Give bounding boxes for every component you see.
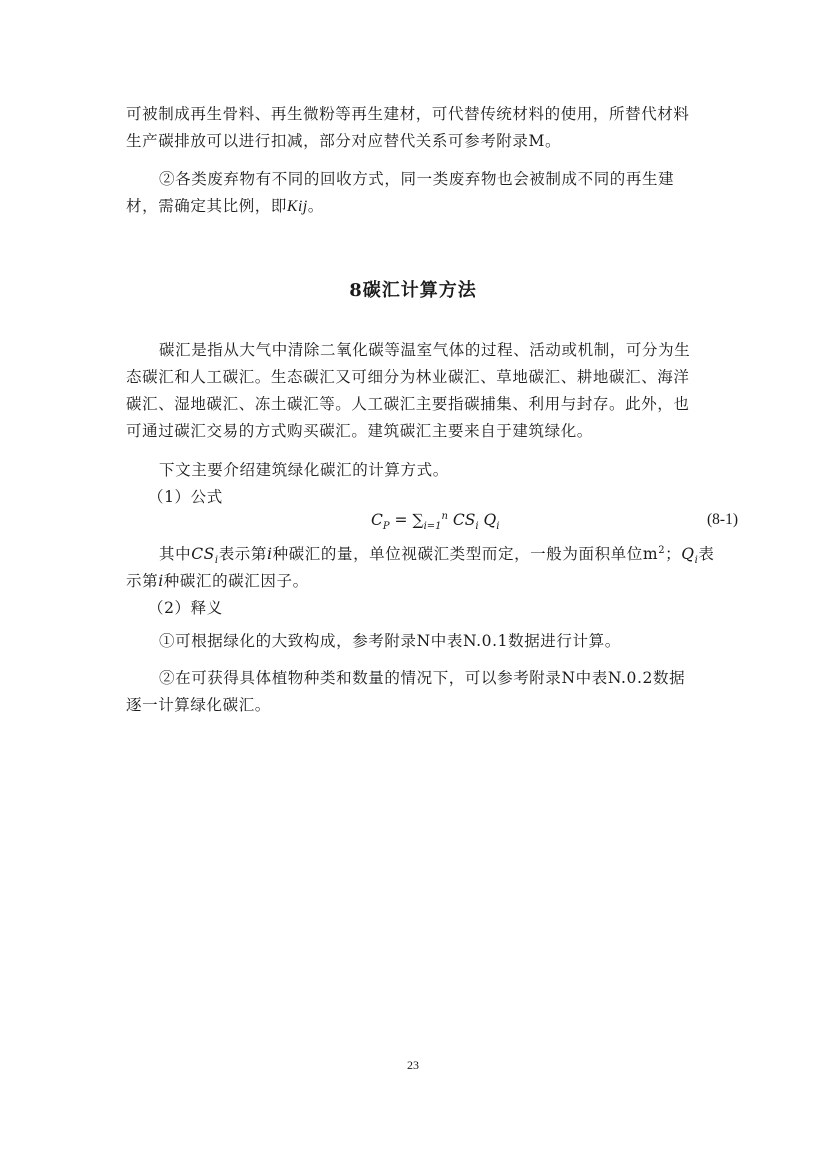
text-line: 下文主要介绍建筑绿化碳汇的计算方式。 (159, 461, 449, 479)
text-fragment: ； (665, 545, 682, 563)
text-line (126, 541, 715, 568)
equation-8-1 (126, 511, 738, 537)
text-line: ②在可获得具体植物种类和数量的情况下，可以参考附录N中表N.0.2数据 (159, 669, 686, 687)
text-line (126, 193, 706, 220)
section-title: 8碳汇计算方法 (349, 280, 477, 301)
subscript: i (214, 555, 219, 567)
text-fragment: 示第 (126, 572, 159, 590)
text-fragment: 表 (698, 545, 715, 563)
text-fragment: 其中 (159, 545, 192, 563)
text-line: ②各类废弃物有不同的回收方式，同一类废弃物也会被制成不同的再生建 (159, 170, 675, 188)
variable-i: i (158, 572, 164, 590)
page-number: 23 (407, 1058, 419, 1072)
text-fragment: 。 (307, 197, 324, 215)
text-line: 逐一计算绿化碳汇。 (126, 696, 271, 714)
equation-number: (8-1) (707, 511, 738, 528)
variable-q: Q (681, 545, 695, 563)
text-fragment: 表示第 (218, 545, 268, 563)
text-line: ①可根据绿化的大致构成，参考附录N中表N.0.1数据进行计算。 (159, 632, 621, 650)
equation-expression: $C_P = \sum_{i=1}^n$ $CS_i$ $Q_i$ (371, 510, 500, 533)
text-line: （1）公式 (148, 488, 223, 506)
text-line: 可通过碳汇交易的方式购买碳汇。建筑碳汇主要来自于建筑绿化。 (126, 422, 593, 440)
formula-heading (126, 484, 706, 511)
text-line: 碳汇、湿地碳汇、冻土碳汇等。人工碳汇主要指碳捕集、利用与封存。此外，也 (126, 395, 690, 413)
text-line: 可被制成再生骨料、再生微粉等再生建材，可代替传统材料的使用，所替代材料 (126, 105, 690, 123)
text-line: （2）释义 (148, 599, 223, 617)
subscript: i (694, 555, 699, 567)
definition-item-1 (126, 628, 706, 655)
paragraph-waste-recovery (126, 166, 706, 220)
definition-heading (126, 595, 706, 622)
text-line: 生产碳排放可以进行扣减，部分对应替代关系可参考附录M。 (126, 132, 562, 150)
paragraph-recycled-materials (126, 101, 706, 155)
text-fragment: 种碳汇的量，单位视碳汇类型而定，一般为面积单位m (272, 545, 659, 563)
paragraph-intro (126, 457, 706, 484)
text-fragment: 材，需确定其比例，即 (126, 197, 288, 215)
definition-item-2 (126, 665, 706, 719)
text-line: 态碳汇和人工碳汇。生态碳汇又可细分为林业碳汇、草地碳汇、耕地碳汇、海洋 (126, 368, 690, 386)
text-fragment: 种碳汇的碳汇因子。 (163, 572, 309, 590)
paragraph-carbon-sink-definition (126, 337, 706, 445)
variable-cs: CS (191, 545, 215, 563)
variable-i: i (267, 545, 273, 563)
paragraph-variable-definition (126, 541, 715, 595)
text-line (126, 568, 706, 595)
variable-kij: Kij (287, 198, 308, 215)
text-line: 碳汇是指从大气中清除二氧化碳等温室气体的过程、活动或机制，可分为生 (159, 341, 691, 359)
superscript: 2 (658, 544, 666, 556)
